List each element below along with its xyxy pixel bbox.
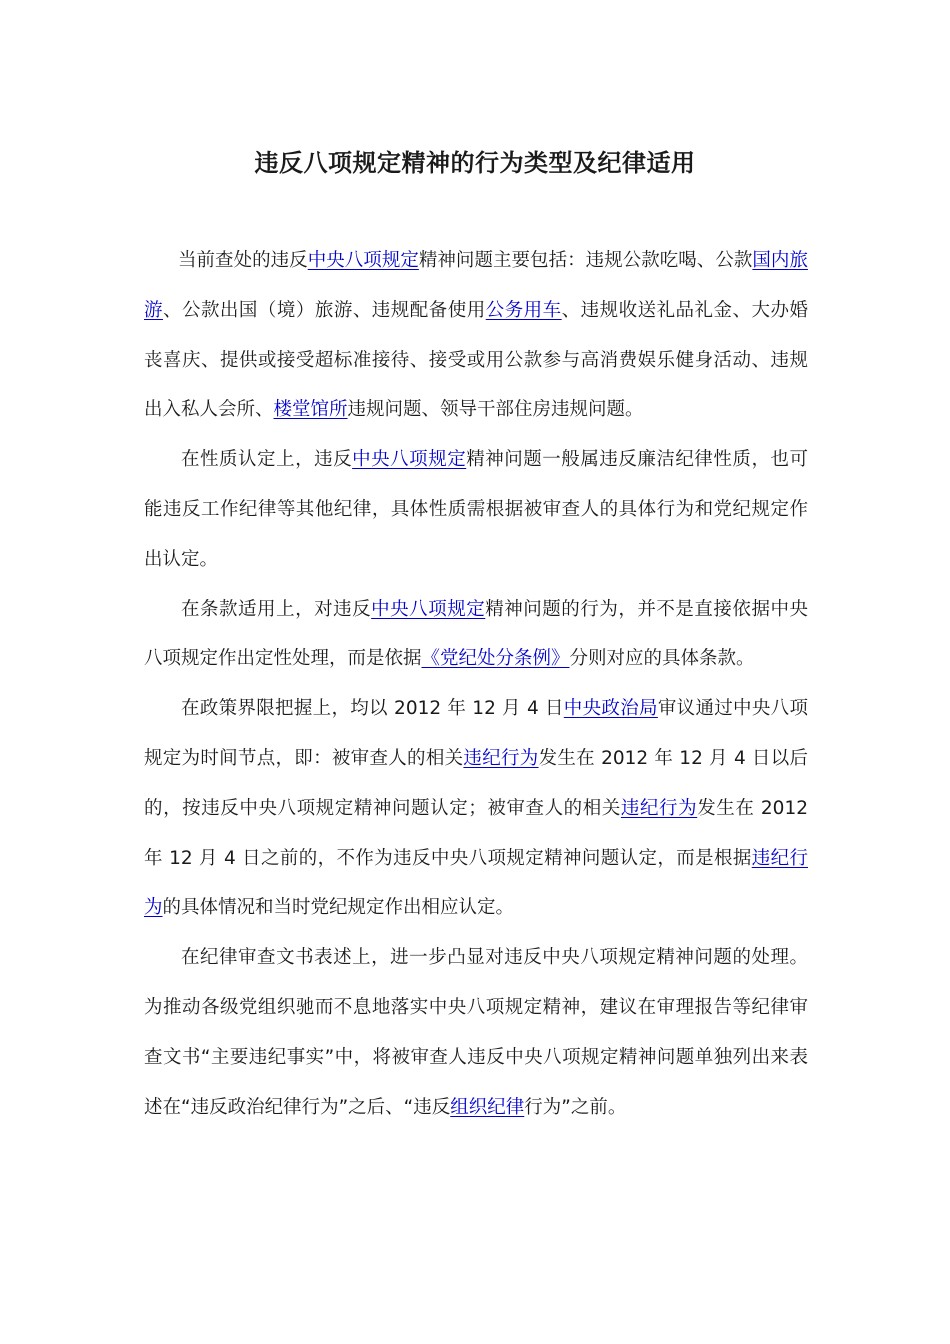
hyperlink[interactable]: 国内旅游 — [144, 250, 808, 321]
paragraph-text: 违规问题、领导干部住房违规问题。 — [347, 399, 644, 421]
paragraph-text: 行为”之前。 — [524, 1096, 627, 1118]
paragraph-text: 在纪律审查文书表述上，进一步凸显对违反中央八项规定精神问题的处理。为推动各级党组织驰而不息地落实中央八项规定精神，建议在审理报告等纪律审查文书“主要违纪事实”中，将被审查人违反中央八项规定精神问题单独列出来表述在“违反政治纪律行为”之后、“违反 — [144, 947, 808, 1118]
paragraph — [144, 435, 808, 584]
paragraph-text: 精神问题的行为，并不是直接依据中央八项规定作出定性处理，而是依据 — [144, 598, 808, 670]
paragraph-text: 发生在 2012 年 12 月 4 日以后的，按违反中央八项规定精神问题认定；被审查人的相关 — [144, 747, 808, 819]
paragraph — [144, 933, 808, 1132]
hyperlink[interactable]: 中央政治局 — [563, 698, 658, 720]
hyperlink[interactable]: 《党纪处分条例》 — [421, 648, 570, 670]
paragraph-text: 的具体情况和当时党纪规定作出相应认定。 — [162, 897, 515, 919]
hyperlink[interactable]: 违纪行为 — [144, 847, 808, 919]
paragraph-text: 当前查处的违反 — [178, 250, 308, 271]
paragraph-text: 精神问题一般属违反廉洁纪律性质，也可能违反工作纪律等其他纪律，具体性质需根据被审查人的具体行为和党纪规定作出认定。 — [144, 449, 808, 570]
hyperlink[interactable]: 违纪行为 — [620, 797, 698, 819]
paragraph-text: 、公款出国（境）旅游、违规配备使用 — [162, 299, 486, 321]
paragraph-text: 发生在 2012 年 12 月 4 日之前的，不作为违反中央八项规定精神问题认定，而是根据 — [144, 797, 808, 869]
paragraph-text: 精神问题主要包括：违规公款吃喝、公款 — [418, 250, 753, 271]
paragraph-text: 分则对应的具体条款。 — [569, 648, 755, 670]
document-body — [144, 236, 808, 1132]
paragraph-text: 、违规收送礼品礼金、大办婚丧喜庆、提供或接受超标准接待、接受或用公款参与高消费娱乐健身活动、违规出入私人会所、 — [144, 299, 808, 421]
paragraph-text: 在政策界限把握上，均以 2012 年 12 月 4 日 — [181, 698, 564, 720]
hyperlink[interactable]: 公务用车 — [485, 299, 562, 321]
paragraph — [144, 236, 808, 435]
hyperlink[interactable]: 组织纪律 — [450, 1096, 525, 1118]
paragraph — [144, 684, 808, 933]
paragraph-text: 在性质认定上，违反 — [181, 449, 353, 471]
paragraph-text: 审议通过中央八项规定为时间节点，即：被审查人的相关 — [144, 698, 808, 769]
hyperlink[interactable]: 中央八项规定 — [371, 598, 486, 620]
paragraph — [144, 585, 808, 685]
hyperlink[interactable]: 中央八项规定 — [352, 449, 467, 471]
hyperlink[interactable]: 中央八项规定 — [307, 250, 419, 271]
document-title: 违反八项规定精神的行为类型及纪律适用 — [254, 149, 696, 177]
hyperlink[interactable]: 违纪行为 — [463, 747, 539, 769]
hyperlink[interactable]: 楼堂馆所 — [273, 399, 348, 421]
paragraph-text: 在条款适用上，对违反 — [181, 598, 372, 620]
